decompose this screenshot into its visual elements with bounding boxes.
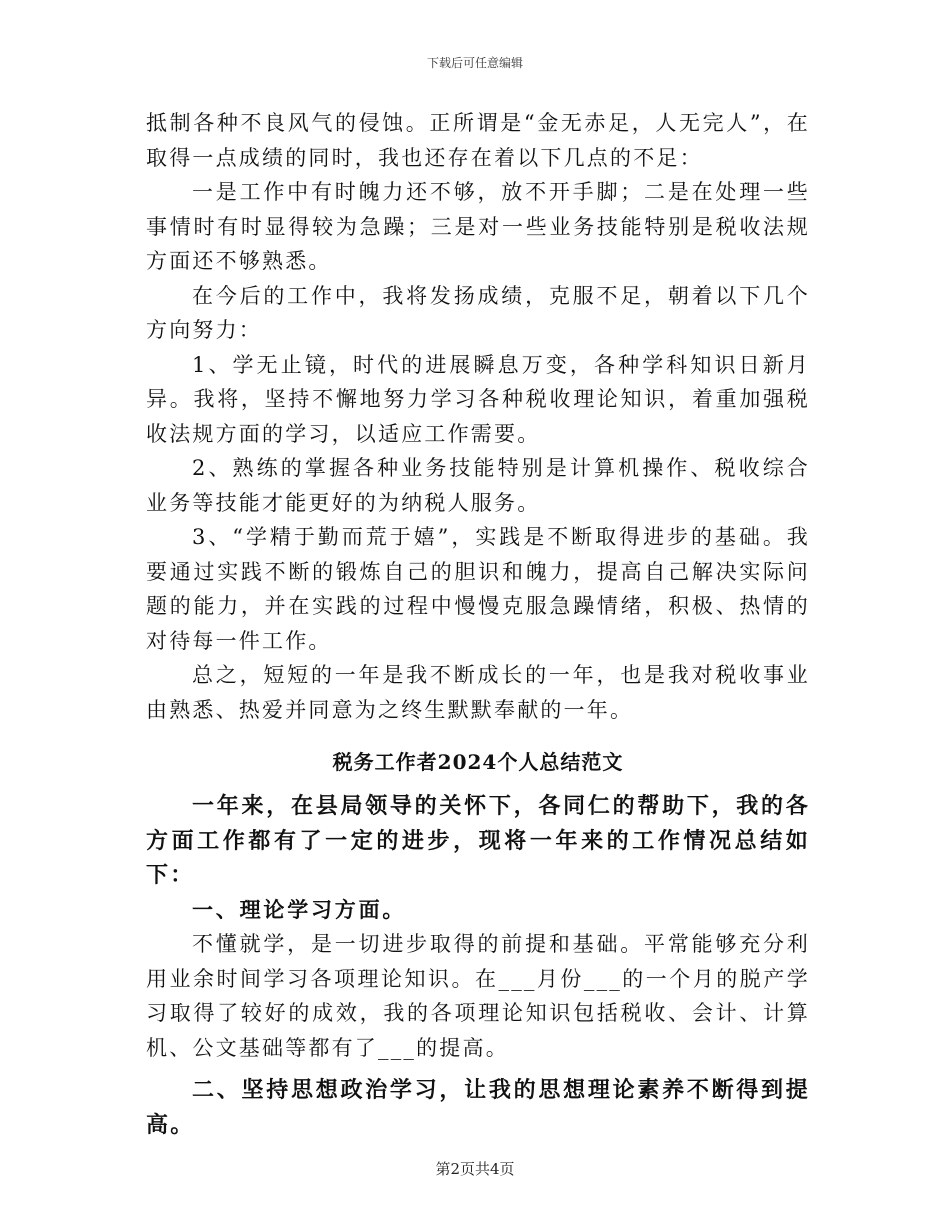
paragraph-conclusion: 总之，短短的一年是我不断成长的一年，也是我对税收事业由熟悉、热爱并同意为之终生默默奉献的一年。 (146, 663, 810, 722)
page-indicator: 第2页共4页 (435, 1160, 515, 1178)
paragraph-item-3: 3、“学精于勤而荒于嬉”，实践是不断取得进步的基础。我要通过实践不断的锻炼自己的胆识和魄力，提高自己解决实际问题的能力，并在实践的过程中慢慢克服急躁情绪，积极、热情的对待每一件工作。 (146, 525, 810, 653)
header-note: 下载后可任意编辑 (426, 56, 523, 70)
heading-political-study: 二、坚持思想政治学习，让我的思想理论素养不断得到提高。 (146, 1077, 810, 1138)
paragraph-theory-study: 不懂就学，是一切进步取得的前提和基础。平常能够充分利用业余时间学习各项理论知识。在___月份___的一个月的脱产学习取得了较好的成效，我的各项理论知识包括税收、会计、计算机、公文基础等都有了___的提高。 (146, 932, 810, 1060)
paragraph-continuation: 抵制各种不良风气的侵蚀。正所谓是“金无赤足，人无完人”，在取得一点成绩的同时，我也还存在着以下几点的不足： (146, 111, 810, 170)
section-title: 税务工作者2024个人总结范文 (332, 750, 624, 774)
paragraph-future-direction: 在今后的工作中，我将发扬成绩，克服不足，朝着以下几个方向努力： (146, 283, 810, 342)
document-body (146, 106, 810, 1142)
intro-bold-paragraph: 一年来，在县局领导的关怀下，各同仁的帮助下，我的各方面工作都有了一定的进步，现将一年来的工作情况总结如下： (146, 793, 810, 888)
paragraph-item-2: 2、熟练的掌握各种业务技能特别是计算机操作、税收综合业务等技能才能更好的为纳税人服务。 (146, 456, 810, 515)
paragraph-item-1: 1、学无止镜，时代的进展瞬息万变，各种学科知识日新月异。我将，坚持不懈地努力学习各种税收理论知识，着重加强税收法规方面的学习，以适应工作需要。 (146, 352, 810, 446)
heading-theory-study: 一、理论学习方面。 (192, 896, 407, 922)
paragraph-shortcomings: 一是工作中有时魄力还不够，放不开手脚；二是在处理一些事情时有时显得较为急躁；三是对一些业务技能特别是税收法规方面还不够熟悉。 (146, 180, 810, 273)
